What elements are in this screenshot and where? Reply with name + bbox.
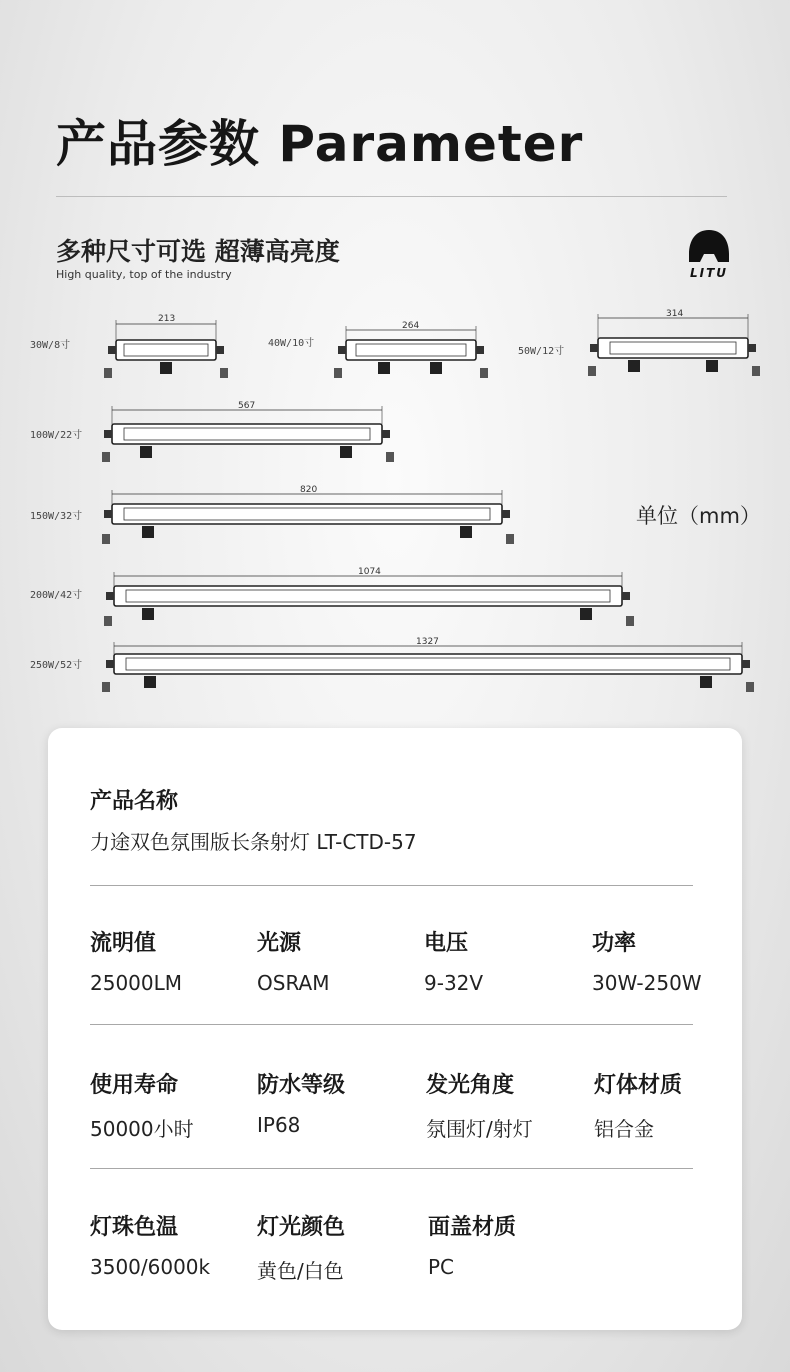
brand-logo-text: LITU: [689, 266, 729, 280]
dimension-label: 1327: [416, 637, 439, 647]
bar-label: 100W/22寸: [30, 430, 83, 441]
spec-value: 铝合金: [594, 1117, 654, 1141]
spec-value: 氛围灯/射灯: [426, 1117, 533, 1141]
title-divider: [56, 196, 727, 197]
bar-drawing-40w: [268, 321, 488, 378]
spec-value: 50000小时: [90, 1117, 194, 1141]
spec-value: 25000LM: [90, 971, 183, 995]
section-subtitle: 多种尺寸可选 超薄高亮度: [56, 237, 340, 266]
spec-item-light-color: [257, 1210, 422, 1284]
spec-item-power: [592, 926, 757, 995]
bar-label: 200W/42寸: [30, 590, 83, 601]
spec-item-voltage: [424, 926, 589, 995]
bar-drawing-100w: [30, 401, 394, 462]
spec-label: 防水等级: [257, 1073, 346, 1098]
spec-value: 30W-250W: [592, 971, 702, 995]
dimension-label: 567: [238, 401, 256, 411]
spec-value: 9-32V: [424, 971, 484, 995]
spec-label: 光源: [257, 931, 302, 956]
spec-item-light-source: [257, 926, 422, 995]
spec-label: 灯光颜色: [257, 1215, 346, 1240]
spec-label: 使用寿命: [90, 1073, 179, 1098]
spec-label: 灯体材质: [594, 1073, 683, 1098]
product-name-value: 力途双色氛围版长条射灯 LT-CTD-57: [90, 830, 417, 854]
spec-value: 3500/6000k: [90, 1255, 211, 1279]
tagline: High quality, top of the industry: [56, 268, 232, 281]
bar-label: 150W/32寸: [30, 511, 83, 522]
spec-value: OSRAM: [257, 971, 330, 995]
spec-row: [90, 926, 710, 1016]
spec-item-body-material: [594, 1068, 759, 1142]
bar-label: 250W/52寸: [30, 660, 83, 671]
spec-item-lens-material: [428, 1210, 593, 1279]
spec-label: 电压: [424, 931, 469, 956]
spec-divider: [90, 1168, 693, 1169]
light-bar-drawings: [0, 300, 790, 710]
dimension-label: 264: [402, 321, 420, 331]
spec-value: IP68: [257, 1113, 301, 1137]
dimension-label: 820: [300, 485, 318, 495]
spec-divider: [90, 885, 693, 886]
bar-label: 30W/8寸: [30, 340, 71, 351]
bar-drawing-50w: [518, 309, 760, 376]
dimension-label: 1074: [358, 567, 381, 577]
spec-item-waterproof: [257, 1068, 422, 1137]
spec-divider: [90, 1024, 693, 1025]
spec-label: 发光角度: [426, 1073, 515, 1098]
bar-drawing-30w: [30, 314, 228, 378]
spec-label: 流明值: [90, 931, 157, 956]
dimension-label: 213: [158, 314, 176, 324]
spec-row: [90, 1068, 710, 1158]
spec-label: 功率: [592, 931, 637, 956]
bar-label: 50W/12寸: [518, 346, 565, 357]
bar-label: 40W/10寸: [268, 338, 315, 349]
spec-card: [48, 728, 742, 1330]
spec-row: [90, 1210, 710, 1300]
bar-drawing-150w: [30, 485, 514, 544]
bar-drawing-250w: [30, 637, 754, 692]
product-name-label: 产品名称: [90, 789, 179, 814]
dimension-label: 314: [666, 309, 684, 319]
spec-label: 面盖材质: [428, 1215, 517, 1240]
unit-label: 单位（mm）: [636, 504, 761, 528]
spec-value: 黄色/白色: [257, 1259, 344, 1283]
spec-item-color-temp: [90, 1210, 255, 1279]
spec-item-lumen: [90, 926, 255, 995]
spec-item-lifespan: [90, 1068, 255, 1142]
page-title: 产品参数 Parameter: [56, 115, 584, 173]
spec-label: 灯珠色温: [90, 1215, 179, 1240]
bar-drawing-200w: [30, 567, 634, 626]
spec-value: PC: [428, 1255, 455, 1279]
spec-item-beam-angle: [426, 1068, 591, 1142]
